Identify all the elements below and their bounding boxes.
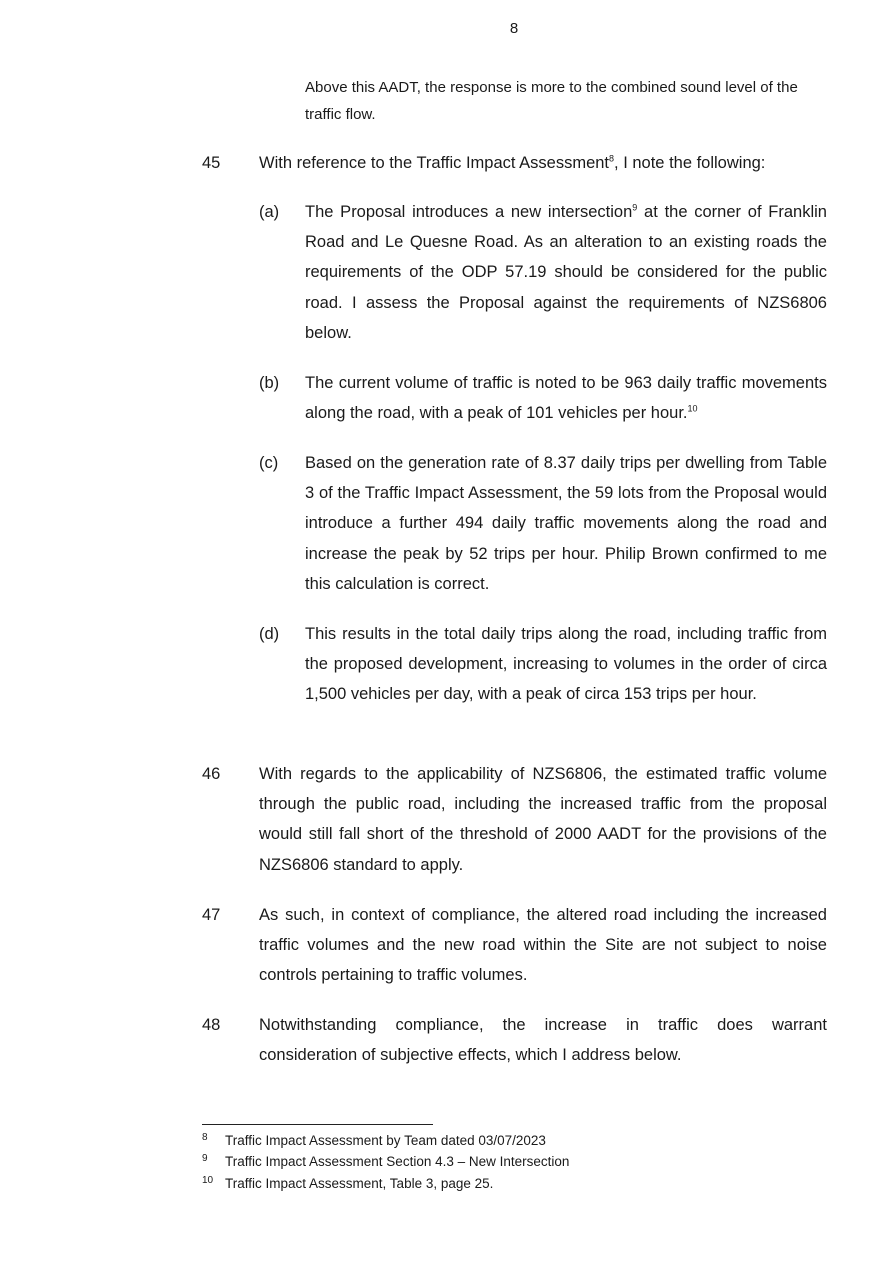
footnote-reference[interactable]: 9 <box>632 202 638 213</box>
paragraph-number: 48 <box>202 1016 221 1034</box>
footnote-9 <box>202 1152 827 1172</box>
footnote-10 <box>202 1174 827 1194</box>
paragraph-48 <box>202 1010 827 1070</box>
paragraph-number: 47 <box>202 906 221 924</box>
paragraph-text-part: With reference to the Traffic Impact Assessment <box>259 154 610 172</box>
footnote-number: 8 <box>202 1132 208 1143</box>
sub-item-d <box>259 619 827 710</box>
paragraph-text: With regards to the applicability of NZS6806, the estimated traffic volume through the public road, including the increased traffic from the proposal would still fall short of the threshold of 2000 AADT for the provisions of the NZS6806 standard to apply. <box>259 765 827 874</box>
sub-item-a <box>259 197 827 348</box>
quote-continuation: Above this AADT, the response is more to the combined sound level of the traffic flow. <box>305 79 798 123</box>
sub-item-label: (c) <box>259 454 279 472</box>
page-number: 8 <box>509 20 519 37</box>
paragraph-46 <box>202 759 827 880</box>
sub-item-text-part: at the corner of Franklin Road and Le Quesne Road. As an alteration to an existing roads the requirements of the ODP 57.19 should be considered for the public road. I assess the Proposal against the requirements of NZS6806 below. <box>305 203 827 342</box>
paragraph-number: 46 <box>202 765 221 783</box>
sub-item-text: This results in the total daily trips along the road, including traffic from the proposed development, increasing to volumes in the order of circa 1,500 vehicles per day, with a peak of circa 153 trips per hour. <box>305 625 827 704</box>
sub-item-c <box>259 448 827 599</box>
sub-item-text: Based on the generation rate of 8.37 daily trips per dwelling from Table 3 of the Traffic Impact Assessment, the 59 lots from the Proposal would introduce a further 494 daily traffic movements along the road and increase the peak by 52 trips per hour. Philip Brown confirmed to me this calculation is correct. <box>305 454 827 593</box>
sub-item-b <box>259 368 827 428</box>
sub-item-text-part: The Proposal introduces a new intersection <box>305 203 633 221</box>
paragraph-text: Notwithstanding compliance, the increase in traffic does warrant consideration of subjective effects, which I address below. <box>259 1016 827 1065</box>
footnote-divider <box>202 1124 433 1125</box>
footnote-8 <box>202 1131 827 1151</box>
sub-item-label: (d) <box>259 625 280 643</box>
footnote-text: Traffic Impact Assessment by Team dated 03/07/2023 <box>225 1133 546 1148</box>
paragraph-45 <box>202 148 827 178</box>
footnote-number: 9 <box>202 1153 208 1164</box>
paragraph-number: 45 <box>202 154 221 172</box>
footnote-reference[interactable]: 8 <box>609 153 615 164</box>
sub-item-label: (b) <box>259 374 280 392</box>
footnote-number: 10 <box>202 1175 214 1186</box>
paragraph-text: As such, in context of compliance, the altered road including the increased traffic volumes and the new road within the Site are not subject to noise controls pertaining to traffic volumes. <box>259 906 827 985</box>
sub-item-text <box>305 368 827 428</box>
footnote-text: Traffic Impact Assessment, Table 3, page 25. <box>225 1176 494 1191</box>
paragraph-47 <box>202 900 827 991</box>
sub-item-text-part: The current volume of traffic is noted to be 963 daily traffic movements along the road, with a peak of 101 vehicles per hour. <box>305 374 827 423</box>
footnote-reference[interactable]: 10 <box>687 403 698 414</box>
sub-item-text <box>305 197 827 348</box>
sub-item-label: (a) <box>259 203 280 221</box>
footnote-text: Traffic Impact Assessment Section 4.3 – New Intersection <box>225 1154 570 1169</box>
paragraph-text <box>259 148 827 178</box>
paragraph-text-part: , I note the following: <box>614 154 766 172</box>
